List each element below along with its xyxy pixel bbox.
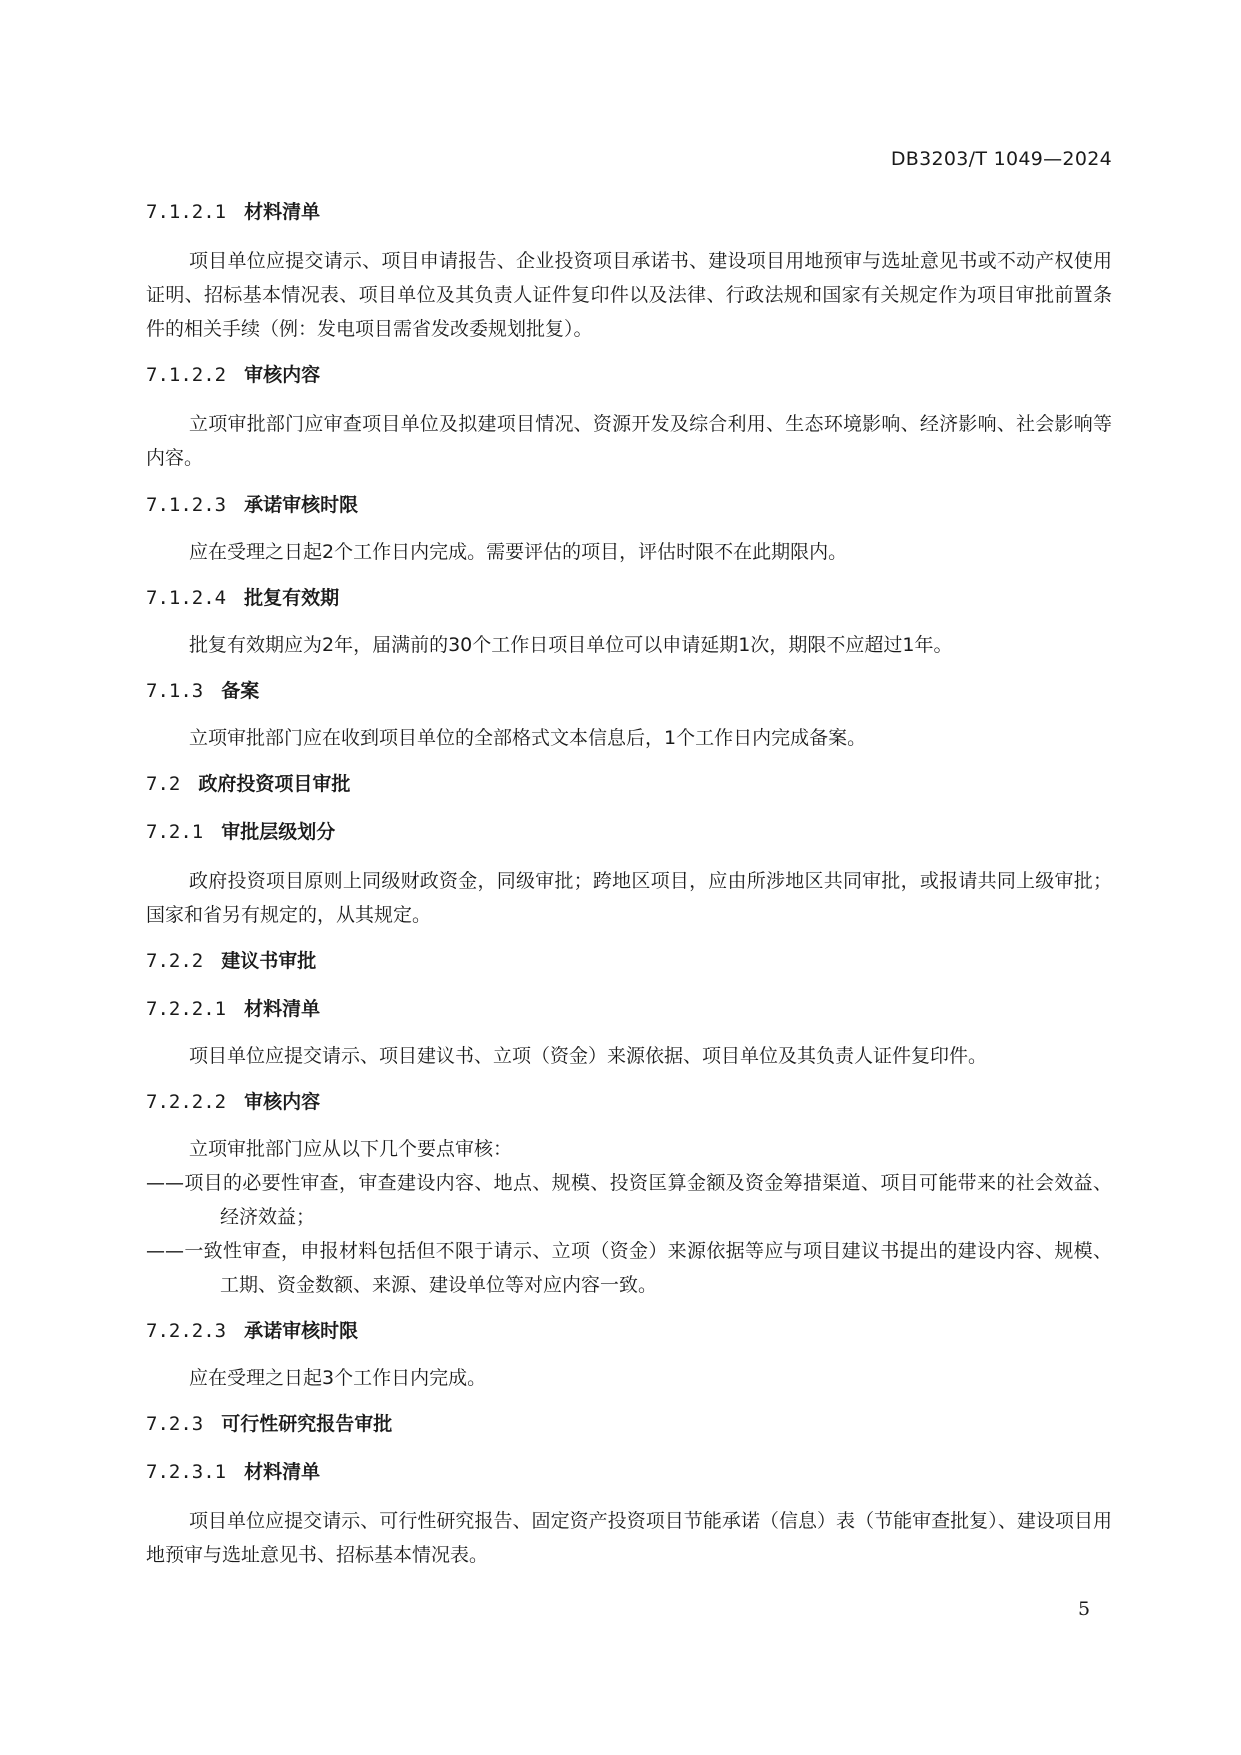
section-number: 7.2.3 xyxy=(146,1413,204,1435)
section-title: 审核内容 xyxy=(244,1091,321,1113)
section-number: 7.1.3 xyxy=(146,680,204,702)
paragraph: 应在受理之日起2个工作日内完成。需要评估的项目，评估时限不在此期限内。 xyxy=(189,541,848,563)
section-number: 7.2.1 xyxy=(146,821,204,843)
section-heading-7-1-3 xyxy=(146,679,1112,703)
section-heading-7-2-3-1 xyxy=(146,1460,1112,1484)
section-number: 7.2.2.3 xyxy=(146,1320,227,1342)
section-title: 备案 xyxy=(221,680,260,702)
paragraph: 项目单位应提交请示、项目申请报告、企业投资项目承诺书、建设项目用地预审与选址意见书或不动产权使用证明、招标基本情况表、项目单位及其负责人证件复印件以及法律、行政法规和国家有关规定作为项目审批前置条件的相关手续（例：发电项目需省发改委规划批复）。 xyxy=(146,250,1112,340)
section-heading-7-2-2-2 xyxy=(146,1090,1112,1114)
section-title: 承诺审核时限 xyxy=(244,494,359,516)
section-title: 建议书审批 xyxy=(221,950,317,972)
section-heading-7-1-2-1 xyxy=(146,200,1112,224)
paragraph: 立项审批部门应审查项目单位及拟建项目情况、资源开发及综合利用、生态环境影响、经济影响、社会影响等内容。 xyxy=(146,413,1112,469)
section-title: 材料清单 xyxy=(244,998,321,1020)
section-number: 7.2.2.2 xyxy=(146,1091,227,1113)
section-number: 7.2.2.1 xyxy=(146,998,227,1020)
paragraph: 项目单位应提交请示、可行性研究报告、固定资产投资项目节能承诺（信息）表（节能审查批复）、建设项目用地预审与选址意见书、招标基本情况表。 xyxy=(146,1510,1112,1566)
section-title: 审核内容 xyxy=(244,364,321,386)
section-number: 7.2 xyxy=(146,773,181,795)
section-title: 材料清单 xyxy=(244,201,321,223)
section-number: 7.2.3.1 xyxy=(146,1461,227,1483)
paragraph: 政府投资项目原则上同级财政资金，同级审批；跨地区项目，应由所涉地区共同审批，或报请共同上级审批；国家和省另有规定的，从其规定。 xyxy=(146,870,1112,926)
section-heading-7-2-2 xyxy=(146,949,1112,973)
section-heading-7-2 xyxy=(146,772,1112,796)
section-heading-7-2-2-1 xyxy=(146,997,1112,1021)
paragraph: 批复有效期应为2年，届满前的30个工作日项目单位可以申请延期1次，期限不应超过1年。 xyxy=(189,634,953,656)
section-title: 批复有效期 xyxy=(244,587,340,609)
section-number: 7.1.2.3 xyxy=(146,494,227,516)
list-item: ——一致性审查，申报材料包括但不限于请示、立项（资金）来源依据等应与项目建议书提出的建设内容、规模、工期、资金数额、来源、建设单位等对应内容一致。 xyxy=(146,1240,1112,1296)
document-body xyxy=(146,200,1112,1572)
section-title: 可行性研究报告审批 xyxy=(221,1413,393,1435)
section-heading-7-1-2-4 xyxy=(146,586,1112,610)
section-number: 7.1.2.4 xyxy=(146,587,227,609)
list-item: ——项目的必要性审查，审查建设内容、地点、规模、投资匡算金额及资金筹措渠道、项目可能带来的社会效益、经济效益； xyxy=(146,1172,1112,1228)
section-title: 承诺审核时限 xyxy=(244,1320,359,1342)
document-code: DB3203/T 1049—2024 xyxy=(890,148,1112,170)
section-heading-7-1-2-2 xyxy=(146,363,1112,387)
paragraph: 应在受理之日起3个工作日内完成。 xyxy=(189,1367,487,1389)
section-heading-7-1-2-3 xyxy=(146,493,1112,517)
paragraph: 立项审批部门应在收到项目单位的全部格式文本信息后，1个工作日内完成备案。 xyxy=(189,727,867,749)
section-number: 7.1.2.2 xyxy=(146,364,227,386)
section-heading-7-2-1 xyxy=(146,820,1112,844)
section-title: 政府投资项目审批 xyxy=(198,773,351,795)
section-title: 审批层级划分 xyxy=(221,821,336,843)
section-heading-7-2-2-3 xyxy=(146,1319,1112,1343)
section-title: 材料清单 xyxy=(244,1461,321,1483)
page-number: 5 xyxy=(1078,1598,1091,1620)
section-heading-7-2-3 xyxy=(146,1412,1112,1436)
section-number: 7.2.2 xyxy=(146,950,204,972)
paragraph: 项目单位应提交请示、项目建议书、立项（资金）来源依据、项目单位及其负责人证件复印件。 xyxy=(189,1045,988,1067)
section-number: 7.1.2.1 xyxy=(146,201,227,223)
paragraph: 立项审批部门应从以下几个要点审核： xyxy=(189,1138,513,1160)
